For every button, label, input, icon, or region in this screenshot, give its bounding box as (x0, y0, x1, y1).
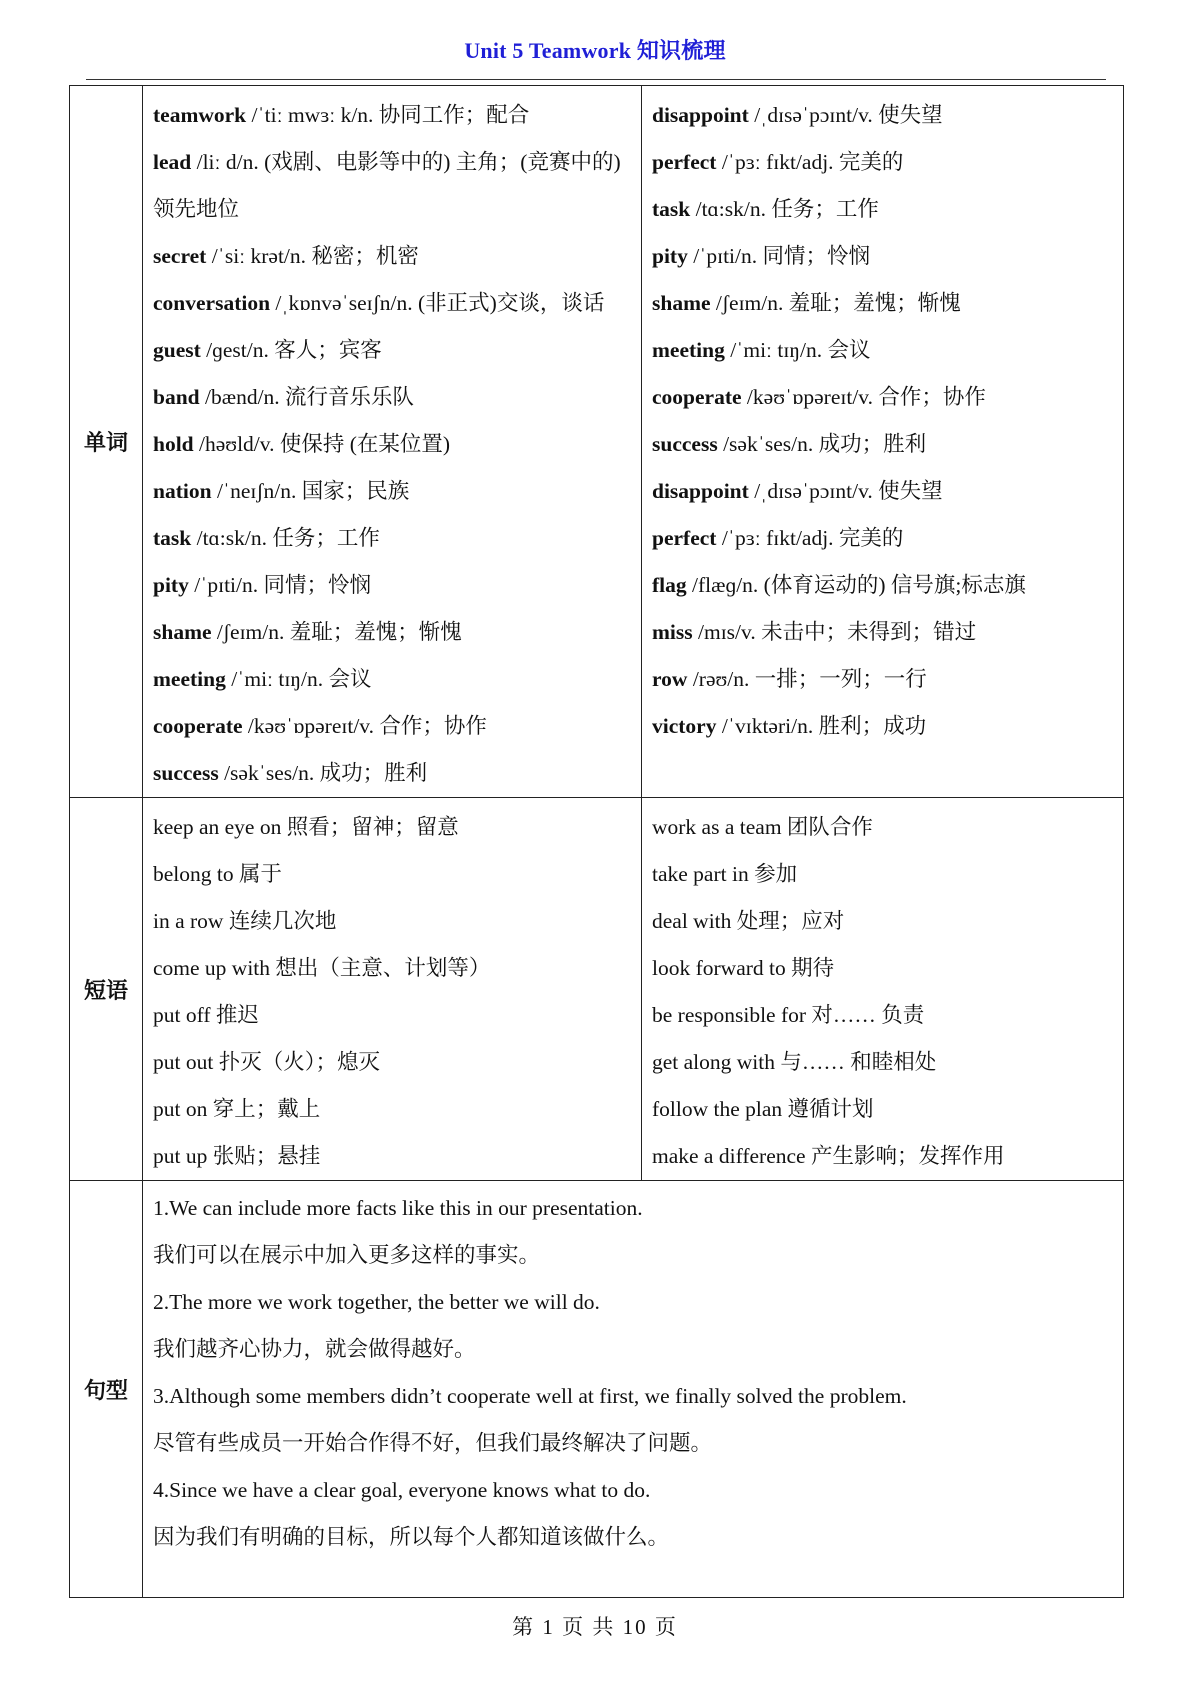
sentence-item: 4.Since we have a clear goal, everyone knows what to do. (153, 1478, 651, 1502)
phrase-right-column (642, 798, 1124, 1181)
vocab-item: meeting /ˈmiː tɪŋ/n. 会议 (153, 667, 372, 691)
phrase-left-column (143, 798, 642, 1181)
vocab-row (70, 86, 1124, 798)
sentence-column (143, 1181, 1124, 1598)
vocab-item: miss /mɪs/v. 未击中；未得到；错过 (652, 620, 977, 644)
vocab-item: teamwork /ˈtiː mwɜː k/n. 协同工作；配合 (153, 103, 530, 127)
vocab-item: perfect /ˈpɜː fɪkt/adj. 完美的 (652, 526, 904, 550)
vocab-item: row /rəʊ/n. 一排；一列；一行 (652, 667, 927, 691)
vocab-item: disappoint /ˌdɪsəˈpɔɪnt/v. 使失望 (652, 479, 943, 503)
vocab-item: task /tɑ:sk/n. 任务；工作 (652, 197, 879, 221)
phrase-item: take part in 参加 (652, 862, 798, 886)
phrase-item: deal with 处理；应对 (652, 909, 845, 933)
knowledge-table (69, 85, 1124, 1598)
vocab-item: guest /ɡest/n. 客人；宾客 (153, 338, 382, 362)
phrase-row (70, 798, 1124, 1181)
phrase-item: put on 穿上；戴上 (153, 1097, 321, 1121)
sentence-translation: 尽管有些成员一开始合作得不好，但我们最终解决了问题。 (153, 1431, 713, 1455)
vocab-label: 单词 (70, 86, 143, 798)
phrase-item: follow the plan 遵循计划 (652, 1097, 874, 1121)
vocab-item: victory /ˈvɪktəri/n. 胜利；成功 (652, 714, 927, 738)
vocab-item: pity /ˈpɪti/n. 同情；怜悯 (153, 573, 371, 597)
header-rule (86, 79, 1106, 80)
sentence-item: 1.We can include more facts like this in our presentation. (153, 1196, 643, 1220)
sentence-translation: 因为我们有明确的目标，所以每个人都知道该做什么。 (153, 1525, 670, 1549)
sentence-translation: 我们可以在展示中加入更多这样的事实。 (153, 1243, 541, 1267)
vocab-item: band /bænd/n. 流行音乐乐队 (153, 385, 415, 409)
phrase-item: put up 张贴；悬挂 (153, 1144, 321, 1168)
page-footer: 第 1 页 共 10 页 (512, 1615, 678, 1639)
vocab-item: shame /ʃeɪm/n. 羞耻；羞愧；惭愧 (153, 620, 462, 644)
vocab-item: hold /həʊld/v. 使保持 (在某位置) (153, 432, 451, 456)
phrase-item: in a row 连续几次地 (153, 909, 337, 933)
vocab-item: cooperate /kəʊˈɒpəreɪt/v. 合作；协作 (652, 385, 986, 409)
phrase-item: come up with 想出（主意、计划等） (153, 956, 491, 980)
vocab-item: disappoint /ˌdɪsəˈpɔɪnt/v. 使失望 (652, 103, 943, 127)
document-title: Unit 5 Teamwork 知识梳理 (464, 38, 726, 63)
phrase-item: be responsible for 对…… 负责 (652, 1003, 925, 1027)
vocab-item: success /səkˈses/n. 成功；胜利 (153, 761, 428, 785)
sentence-item: 3.Although some members didn’t cooperate well at first, we finally solved the problem. (153, 1384, 907, 1408)
vocab-item: pity /ˈpɪti/n. 同情；怜悯 (652, 244, 870, 268)
vocab-item: meeting /ˈmiː tɪŋ/n. 会议 (652, 338, 871, 362)
vocab-right-column (642, 86, 1124, 798)
phrase-item: look forward to 期待 (652, 956, 835, 980)
vocab-item: nation /ˈneɪʃn/n. 国家；民族 (153, 479, 410, 503)
sentence-row (70, 1181, 1124, 1598)
phrase-item: keep an eye on 照看；留神；留意 (153, 815, 459, 839)
vocab-item: cooperate /kəʊˈɒpəreɪt/v. 合作；协作 (153, 714, 487, 738)
phrase-item: work as a team 团队合作 (652, 815, 873, 839)
vocab-item: secret /ˈsiː krət/n. 秘密；机密 (153, 244, 419, 268)
sentence-label: 句型 (70, 1181, 143, 1598)
vocab-item: success /səkˈses/n. 成功；胜利 (652, 432, 927, 456)
phrase-item: get along with 与…… 和睦相处 (652, 1050, 937, 1074)
sentence-translation: 我们越齐心协力，就会做得越好。 (153, 1337, 476, 1361)
phrase-item: belong to 属于 (153, 862, 282, 886)
vocab-item: perfect /ˈpɜː fɪkt/adj. 完美的 (652, 150, 904, 174)
vocab-item: shame /ʃeɪm/n. 羞耻；羞愧；惭愧 (652, 291, 961, 315)
phrase-label: 短语 (70, 798, 143, 1181)
vocab-item: conversation /ˌkɒnvəˈseɪʃn/n. (非正式)交谈，谈话 (153, 291, 605, 315)
phrase-item: make a difference 产生影响；发挥作用 (652, 1144, 1005, 1168)
vocab-item: lead /liː d/n. (戏剧、电影等中的) 主角；(竞赛中的) 领先地位 (153, 150, 621, 221)
phrase-item: put off 推迟 (153, 1003, 259, 1027)
vocab-left-column (143, 86, 642, 798)
vocab-item: flag /flæɡ/n. (体育运动的) 信号旗;标志旗 (652, 573, 1026, 597)
sentence-item: 2.The more we work together, the better we will do. (153, 1290, 600, 1314)
vocab-item: task /tɑ:sk/n. 任务；工作 (153, 526, 380, 550)
phrase-item: put out 扑灭（火）；熄灭 (153, 1050, 380, 1074)
